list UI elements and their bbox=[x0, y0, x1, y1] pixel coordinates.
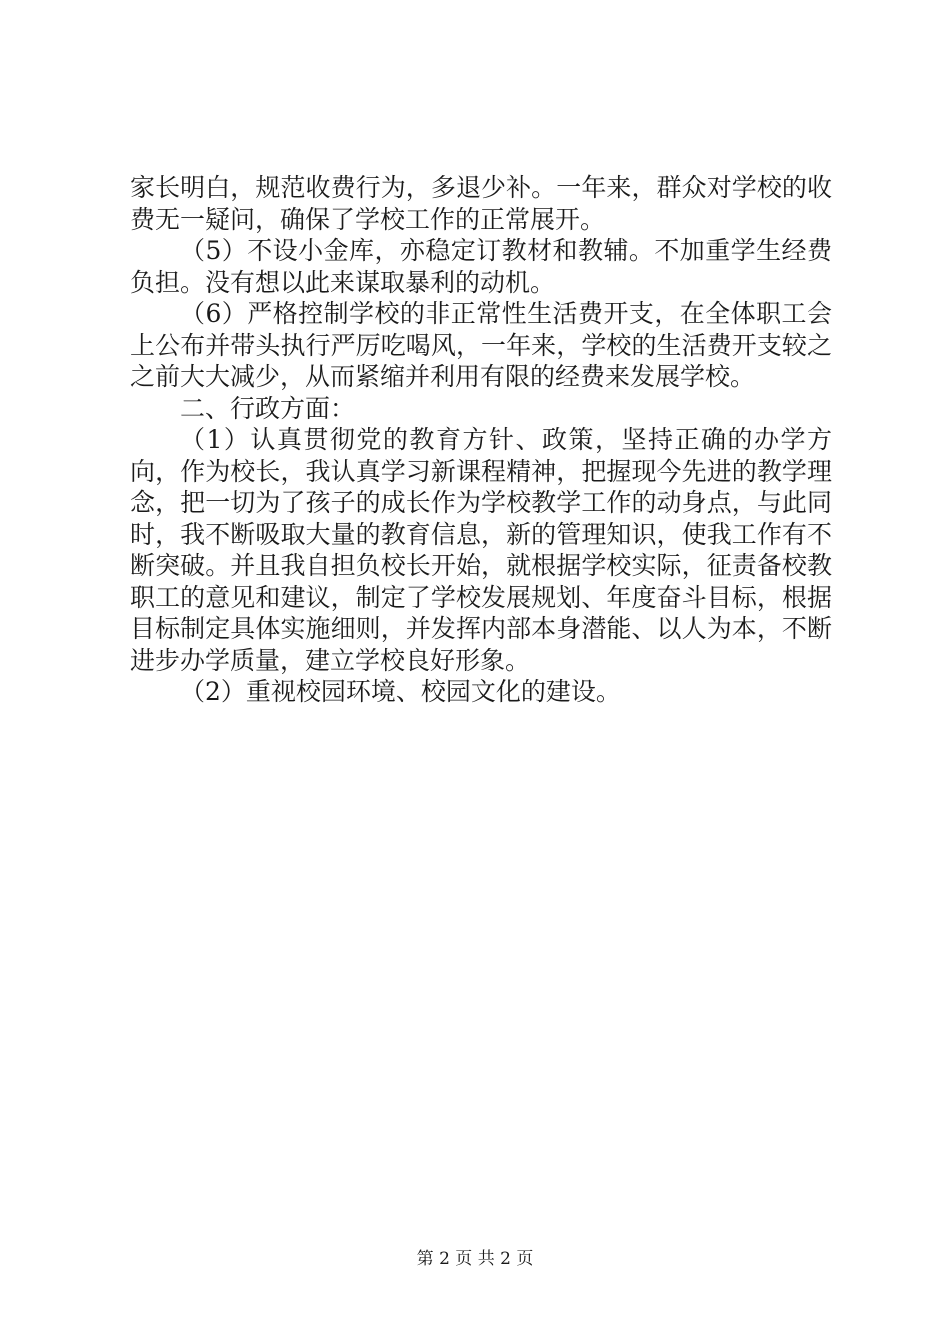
paragraph-admin-item-1: （1）认真贯彻党的教育方针、政策，坚持正确的办学方向，作为校长，我认真学习新课程精神，把握现今先进的教学理念，把一切为了孩子的成长作为学校教学工作的动身点，与此同时，我不断吸取大量的教育信息，新的管理知识，使我工作有不断突破。并且我自担负校长开始，就根据学校实际，征责备校教职工的意见和建议，制定了学校发展规划、年度奋斗目标，根据目标制定具体实施细则，并发挥内部本身潜能、以人为本，不断进步办学质量，建立学校良好形象。 bbox=[130, 425, 832, 675]
paragraph-item-5: （5）不设小金库，亦稳定订教材和教辅。不加重学生经费负担。没有想以此来谋取暴利的动机。 bbox=[130, 236, 832, 297]
page-number-label: 第 2 页 共 2 页 bbox=[416, 1249, 534, 1269]
page-footer bbox=[0, 1244, 950, 1269]
paragraph-item-6: （6）严格控制学校的非正常性生活费开支，在全体职工会上公布并带头执行严厉吃喝风，一年来，学校的生活费开支较之之前大大减少，从而紧缩并利用有限的经费来发展学校。 bbox=[130, 299, 832, 391]
paragraph-admin-item-2: （2）重视校园环境、校园文化的建设。 bbox=[180, 677, 621, 706]
section-heading-administration: 二、行政方面： bbox=[180, 393, 356, 423]
paragraph-continuation: 家长明白，规范收费行为，多退少补。一年来，群众对学校的收费无一疑问，确保了学校工作的正常展开。 bbox=[130, 173, 832, 234]
document-body bbox=[130, 172, 832, 708]
